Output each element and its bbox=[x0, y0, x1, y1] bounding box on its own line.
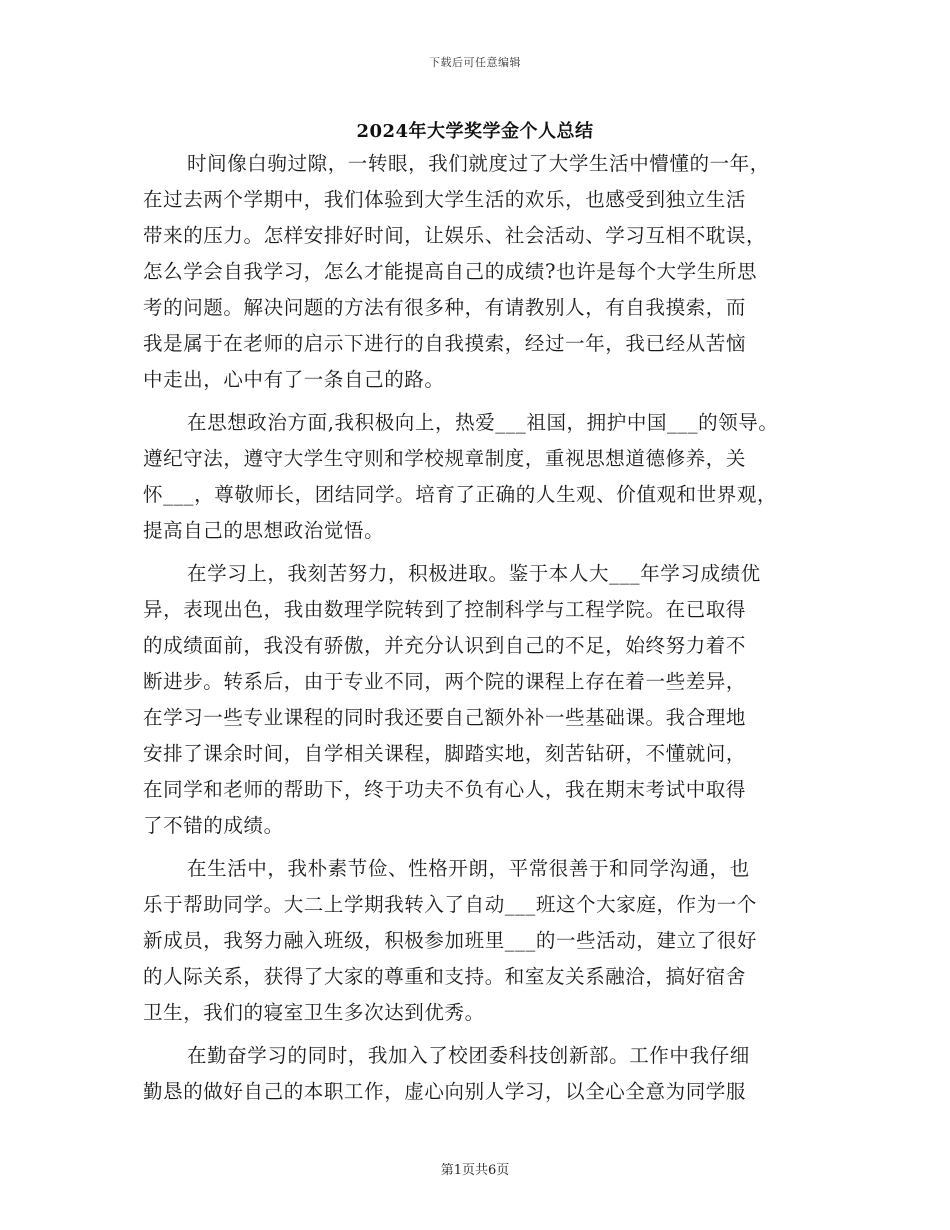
body-line: 在思想政治方面,我积极向上，热爱___祖国，拥护中国___的领导。 bbox=[187, 411, 779, 434]
body-line: 怎么学会自我学习，怎么才能提高自己的成绩?也许是每个大学生所思 bbox=[143, 260, 758, 283]
body-line: 安排了课余时间，自学相关课程，脚踏实地，刻苦钻研，不懂就问， bbox=[143, 742, 747, 765]
header-note: 下载后可任意编辑 bbox=[429, 56, 521, 69]
body-line: 卫生，我们的寝室卫生多次达到优秀。 bbox=[143, 1001, 485, 1024]
body-line: 了不错的成绩。 bbox=[143, 814, 284, 837]
body-line: 在生活中，我朴素节俭、性格开朗，平常很善于和同学沟通，也 bbox=[187, 857, 750, 880]
body-line: 勤恳的做好自己的本职工作，虚心向别人学习，以全心全意为同学服 bbox=[143, 1080, 747, 1103]
body-line: 在学习上，我刻苦努力，积极进取。鉴于本人大___年学习成绩优 bbox=[187, 562, 761, 585]
body-line: 的人际关系，获得了大家的尊重和支持。和室友关系融洽，搞好宿舍 bbox=[143, 965, 747, 988]
body-line: 提高自己的思想政治觉悟。 bbox=[143, 519, 385, 542]
body-line: 时间像白驹过隙，一转眼，我们就度过了大学生活中懵懂的一年， bbox=[187, 152, 770, 175]
body-line: 断进步。转系后，由于专业不同，两个院的课程上存在着一些差异， bbox=[143, 670, 747, 693]
body-line: 新成员，我努力融入班级，积极参加班里___的一些活动，建立了很好 bbox=[143, 929, 757, 952]
body-line: 异，表现出色，我由数理学院转到了控制科学与工程学院。在已取得 bbox=[143, 598, 747, 621]
body-line: 在勤奋学习的同时，我加入了校团委科技创新部。工作中我仔细 bbox=[187, 1044, 750, 1067]
body-line: 中走出，心中有了一条自己的路。 bbox=[143, 368, 445, 391]
body-line: 的成绩面前，我没有骄傲，并充分认识到自己的不足，始终努力着不 bbox=[143, 634, 747, 657]
body-line: 带来的压力。怎样安排好时间，让娱乐、社会活动、学习互相不耽误， bbox=[143, 224, 767, 247]
body-line: 在过去两个学期中，我们体验到大学生活的欢乐，也感受到独立生活 bbox=[143, 188, 747, 211]
body-line: 在同学和老师的帮助下，终于功夫不负有心人，我在期末考试中取得 bbox=[143, 778, 747, 801]
body-line: 考的问题。解决问题的方法有很多种，有请教别人，有自我摸索，而 bbox=[143, 296, 747, 319]
body-line: 在学习一些专业课程的同时我还要自己额外补一些基础课。我合理地 bbox=[143, 706, 747, 729]
body-line: 怀___，尊敬师长，团结同学。培育了正确的人生观、价值观和世界观， bbox=[143, 483, 778, 506]
body-line: 遵纪守法，遵守大学生守则和学校规章制度，重视思想道德修养，关 bbox=[143, 447, 747, 470]
document-title: 2024年大学奖学金个人总结 bbox=[356, 121, 594, 142]
body-line: 我是属于在老师的启示下进行的自我摸索，经过一年，我已经从苦恼 bbox=[143, 332, 747, 355]
page-number: 第1页共6页 bbox=[440, 1163, 510, 1178]
body-line: 乐于帮助同学。大二上学期我转入了自动___班这个大家庭，作为一个 bbox=[143, 893, 757, 916]
